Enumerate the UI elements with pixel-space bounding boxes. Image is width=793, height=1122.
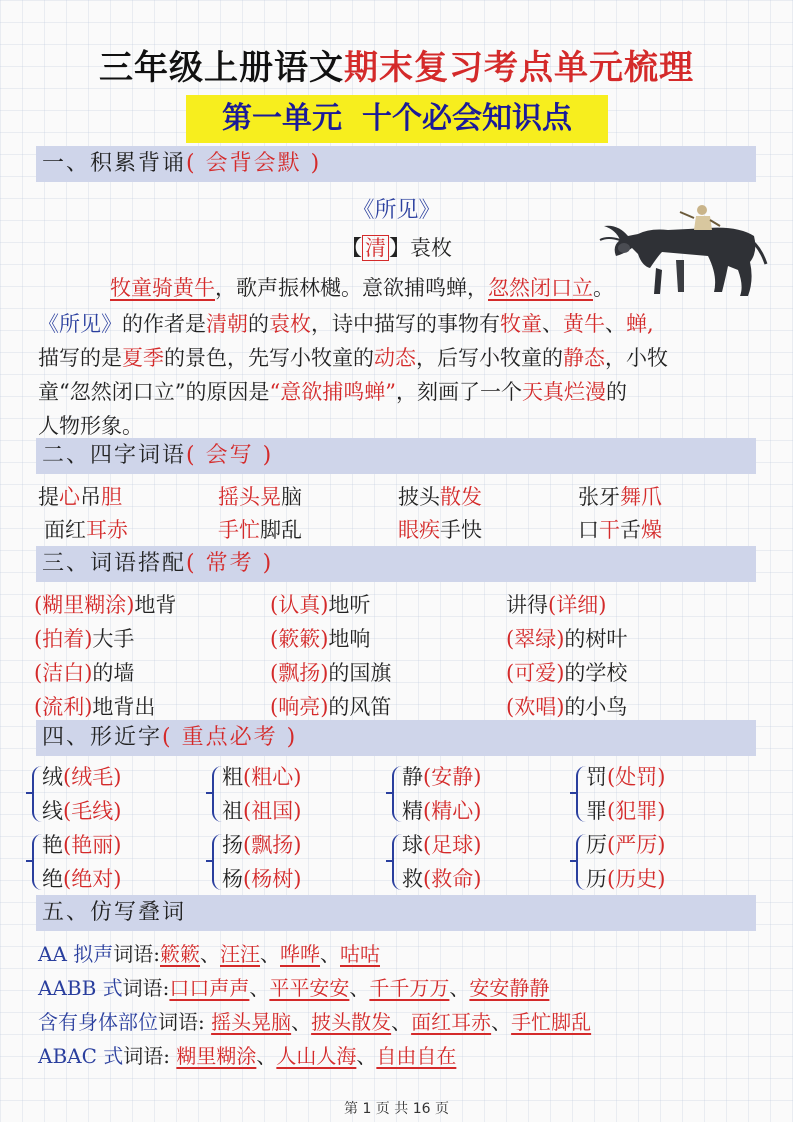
- idiom: 眼疾手快: [398, 518, 482, 542]
- collocation: (洁白)的墙: [34, 661, 135, 685]
- analysis-text: 的景色，先写小牧童的: [164, 346, 374, 370]
- similar-char: 精(精心): [402, 799, 482, 823]
- analysis-text: ，小牧: [605, 346, 668, 370]
- similar-char: 绝(绝对): [42, 867, 122, 891]
- similar-char: 罚(处罚): [586, 765, 666, 789]
- analysis-text: ，刻画了一个: [395, 380, 522, 404]
- collocation: (飘扬)的国旗: [270, 661, 392, 685]
- analysis-keyword: 清朝: [206, 312, 248, 336]
- analysis-text: 描写的是: [38, 346, 122, 370]
- collocation: (认真)地听: [270, 593, 371, 617]
- collocation: (翠绿)的树叶: [506, 627, 628, 651]
- section-4-note: ( 重点必考 ): [162, 725, 298, 750]
- analysis-text: 人物形象。: [38, 414, 143, 438]
- analysis-text: ,: [647, 312, 654, 336]
- analysis-text: 童“忽然闭口立”的原因是: [38, 380, 270, 404]
- brace: [212, 766, 222, 822]
- similar-char: 历(历史): [586, 867, 666, 891]
- collocation: (糊里糊涂)地背: [34, 593, 177, 617]
- unit-desc: 十个必会知识点: [362, 101, 572, 136]
- section-2-note: ( 会写 ): [186, 443, 274, 468]
- idiom: 口干舌燥: [578, 518, 662, 542]
- section-header-4: [36, 720, 756, 756]
- section-4-label: 四、形近字: [42, 725, 163, 750]
- analysis-line-1: [38, 308, 758, 338]
- overlap-line-4: ABAC 式词语: 糊里糊涂、人山人海、自由自在: [38, 1044, 457, 1068]
- section-header-3: [36, 546, 756, 582]
- analysis-text: 的: [248, 312, 269, 336]
- analysis-keyword: 动态: [374, 346, 416, 370]
- section-1-note: ( 会背会默 ): [186, 151, 322, 176]
- idiom: 面红耳赤: [44, 518, 128, 542]
- dynasty-open: 【: [341, 236, 362, 260]
- analysis-line-2: [38, 342, 758, 372]
- section-2-label: 二、四字词语: [42, 443, 187, 468]
- overlap-line-3: 含有身体部位词语: 摇头晃脑、披头散发、面红耳赤、手忙脚乱: [38, 1010, 592, 1034]
- analysis-keyword: 牧童: [500, 312, 542, 336]
- brace: [32, 834, 42, 890]
- idiom-row-2: [38, 514, 758, 546]
- analysis-keyword: “意欲捕鸣蝉”: [269, 380, 396, 404]
- collocation-row-4: [34, 691, 754, 723]
- idiom: 张牙舞爪: [578, 485, 662, 509]
- section-1-label: 一、积累背诵: [42, 151, 187, 176]
- collocation-row-2: [34, 623, 754, 655]
- idiom-row-1: [38, 481, 758, 513]
- similar-char: 粗(粗心): [222, 765, 302, 789]
- analysis-keyword: 夏季: [122, 346, 164, 370]
- brace: [212, 834, 222, 890]
- idiom: 提心吊胆: [38, 485, 122, 509]
- similar-char: 祖(祖国): [222, 799, 302, 823]
- title-part1: 三年级上册语文: [99, 48, 344, 88]
- analysis-keyword: 蝉: [626, 312, 647, 336]
- analysis-text: 《所见》: [38, 312, 122, 336]
- unit-label: 第一单元: [222, 101, 342, 136]
- collocation: (可爱)的学校: [506, 661, 628, 685]
- dynasty-close: 】: [389, 236, 410, 260]
- idiom: 手忙脚乱: [218, 518, 302, 542]
- similar-char: 绒(绒毛): [42, 765, 122, 789]
- analysis-keyword: 静态: [563, 346, 605, 370]
- analysis-text: 、: [605, 312, 626, 336]
- herd-boy-icon: [680, 205, 720, 230]
- similar-char: 线(毛线): [42, 799, 122, 823]
- brace: [576, 834, 586, 890]
- analysis-keyword: 黄牛: [563, 312, 605, 336]
- verse-part: ，歌声振林樾。意欲捕鸣蝉，: [215, 276, 488, 300]
- section-5-label: 五、仿写叠词: [42, 900, 187, 925]
- analysis-text: 、: [542, 312, 563, 336]
- overlap-line-1: AA 拟声词语:簌簌、汪汪、哗哗、咕咕: [38, 942, 380, 966]
- section-header-2: [36, 438, 756, 474]
- section-header-5: [36, 895, 756, 931]
- similar-char: 球(足球): [402, 833, 482, 857]
- similar-char: 扬(飘扬): [222, 833, 302, 857]
- section-3-note: ( 常考 ): [186, 551, 274, 576]
- brace: [576, 766, 586, 822]
- analysis-text: ，后写小牧童的: [416, 346, 563, 370]
- similar-char: 厉(严厉): [586, 833, 666, 857]
- brace: [392, 766, 402, 822]
- collocation: 讲得(详细): [506, 593, 607, 617]
- analysis-text: 的: [605, 380, 627, 404]
- collocation: (流利)地背出: [34, 695, 156, 719]
- collocation: (簌簌)地响: [270, 627, 371, 651]
- title-part2: 期末复习考点单元梳理: [344, 48, 694, 88]
- similar-char: 静(安静): [402, 765, 482, 789]
- similar-char: 杨(杨树): [222, 867, 302, 891]
- brace: [32, 766, 42, 822]
- idiom: 摇头晃脑: [218, 485, 302, 509]
- analysis-line-4: [38, 410, 758, 440]
- collocation: (响亮)的风笛: [270, 695, 392, 719]
- collocation: (拍着)大手: [34, 627, 135, 651]
- page-title: [0, 40, 793, 89]
- analysis-text: ，诗中描写的事物有: [311, 312, 500, 336]
- analysis-keyword: 袁枚: [269, 312, 311, 336]
- section-header-1: [36, 146, 756, 182]
- similar-char: 罪(犯罪): [586, 799, 666, 823]
- poem-author: 袁枚: [410, 236, 452, 260]
- collocation-row-3: [34, 657, 754, 689]
- page-footer: 第 1 页 共 16 页: [344, 1101, 449, 1117]
- analysis-text: 的作者是: [122, 312, 206, 336]
- similar-char: 救(救命): [402, 867, 482, 891]
- analysis-line-3: [38, 376, 758, 406]
- idiom: 披头散发: [398, 485, 482, 509]
- poem-dynasty: 清: [362, 235, 389, 261]
- overlap-line-2: AABB 式词语:口口声声、平平安安、千千万万、安安静静: [38, 976, 550, 1000]
- similar-char: 艳(艳丽): [42, 833, 122, 857]
- verse-part: 。: [593, 276, 614, 300]
- poem-title: 《所见》: [352, 198, 441, 223]
- section-3-label: 三、词语搭配: [42, 551, 187, 576]
- unit-banner: [186, 95, 608, 143]
- verse-part: 牧童骑黄牛: [110, 276, 215, 300]
- analysis-keyword: 天真烂漫: [521, 380, 606, 404]
- brace: [392, 834, 402, 890]
- collocation: (欢唱)的小鸟: [506, 695, 628, 719]
- poem-verse: [110, 272, 793, 302]
- collocation-row-1: [34, 589, 754, 621]
- verse-part: 忽然闭口立: [488, 276, 593, 300]
